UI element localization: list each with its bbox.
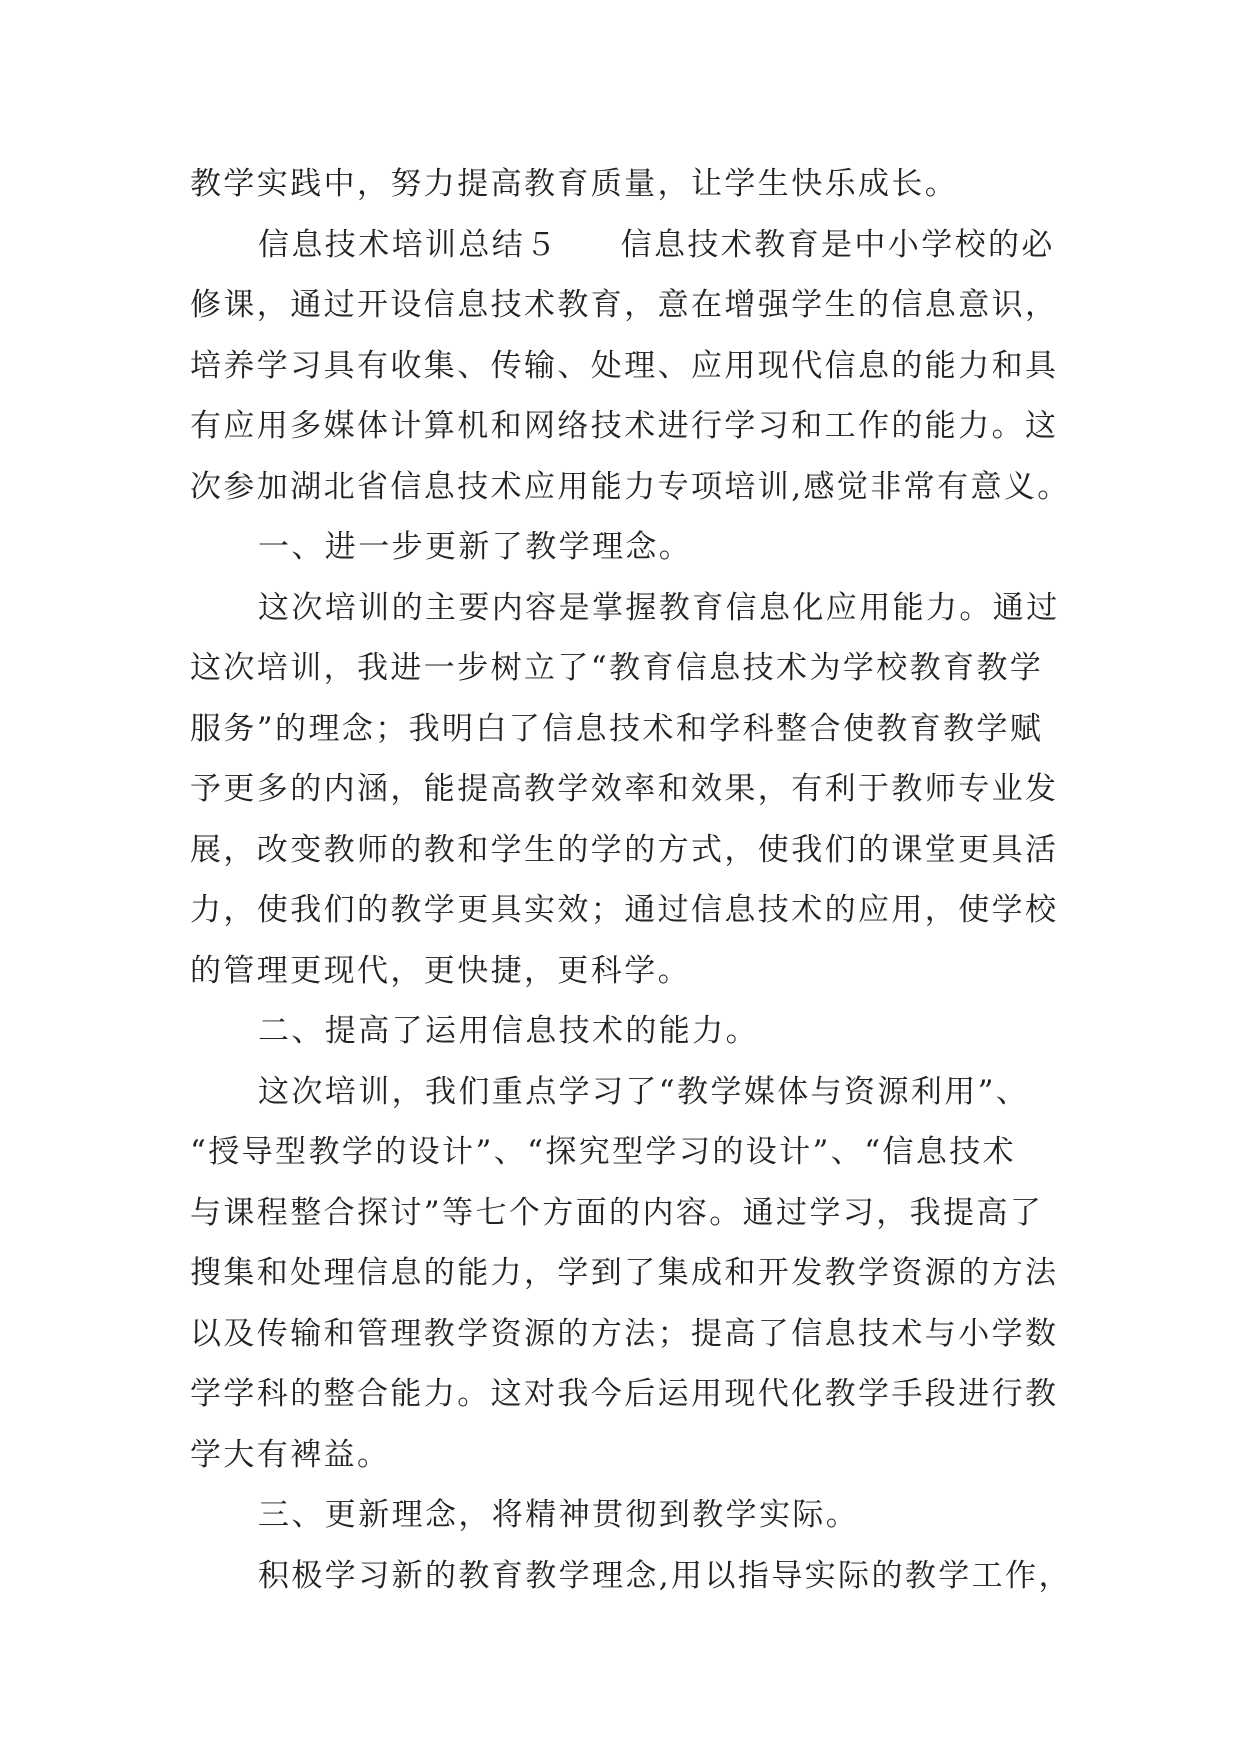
text-line: 的管理更现代，更快捷，更科学。 — [190, 952, 691, 989]
text-line: 这次培训，我们重点学习了“教学媒体与资源利用”、 — [258, 1073, 1030, 1110]
text-line: 积极学习新的教育教学理念,用以指导实际的教学工作， — [258, 1557, 1072, 1594]
text-line: 有应用多媒体计算机和网络技术进行学习和工作的能力。这 — [190, 408, 1059, 444]
body-text — [190, 154, 1072, 1606]
text-line: 次参加湖北省信息技术应用能力专项培训,感觉非常有意义。 — [190, 468, 1071, 505]
text-line: 予更多的内涵，能提高教学效率和效果，有利于教师专业发 — [190, 771, 1059, 807]
section-intro-start: 信息技术教育是中小学校的必 — [620, 226, 1055, 263]
heading-3: 三、更新理念，将精神贯彻到教学实际。 — [258, 1497, 860, 1533]
heading-1: 一、进一步更新了教学理念。 — [258, 529, 693, 565]
text-line: 这次培训的主要内容是掌握教育信息化应用能力。通过 — [258, 589, 1060, 626]
text-line: 学大有裨益。 — [190, 1436, 391, 1473]
text-line: 教学实践中，努力提高教育质量，让学生快乐成长。 — [190, 166, 959, 202]
heading-2: 二、提高了运用信息技术的能力。 — [258, 1013, 759, 1049]
text-line: 力，使我们的教学更具实效；通过信息技术的应用，使学校 — [190, 892, 1059, 928]
section-heading-line — [190, 215, 1060, 276]
text-line: “授导型教学的设计”、“探究型学习的设计”、“信息技术 — [190, 1134, 1017, 1170]
text-line: 这次培训，我进一步树立了“教育信息技术为学校教育教学 — [190, 650, 1044, 686]
text-line: 学学科的整合能力。这对我今后运用现代化教学手段进行教 — [190, 1376, 1059, 1412]
text-line: 服务”的理念；我明白了信息技术和学科整合使教育教学赋 — [190, 710, 1044, 747]
text-line: 展，改变教师的教和学生的学的方式，使我们的课堂更具活 — [190, 831, 1059, 868]
section-title: 信息技术培训总结５ — [258, 226, 559, 263]
text-line: 修课，通过开设信息技术教育，意在增强学生的信息意识， — [190, 287, 1059, 323]
text-line: 培养学习具有收集、传输、处理、应用现代信息的能力和具 — [190, 347, 1059, 384]
text-line: 搜集和处理信息的能力，学到了集成和开发教学资源的方法 — [190, 1255, 1059, 1291]
text-line: 以及传输和管理教学资源的方法；提高了信息技术与小学数 — [190, 1315, 1059, 1352]
text-line: 与课程整合探讨”等七个方面的内容。通过学习，我提高了 — [190, 1194, 1044, 1231]
